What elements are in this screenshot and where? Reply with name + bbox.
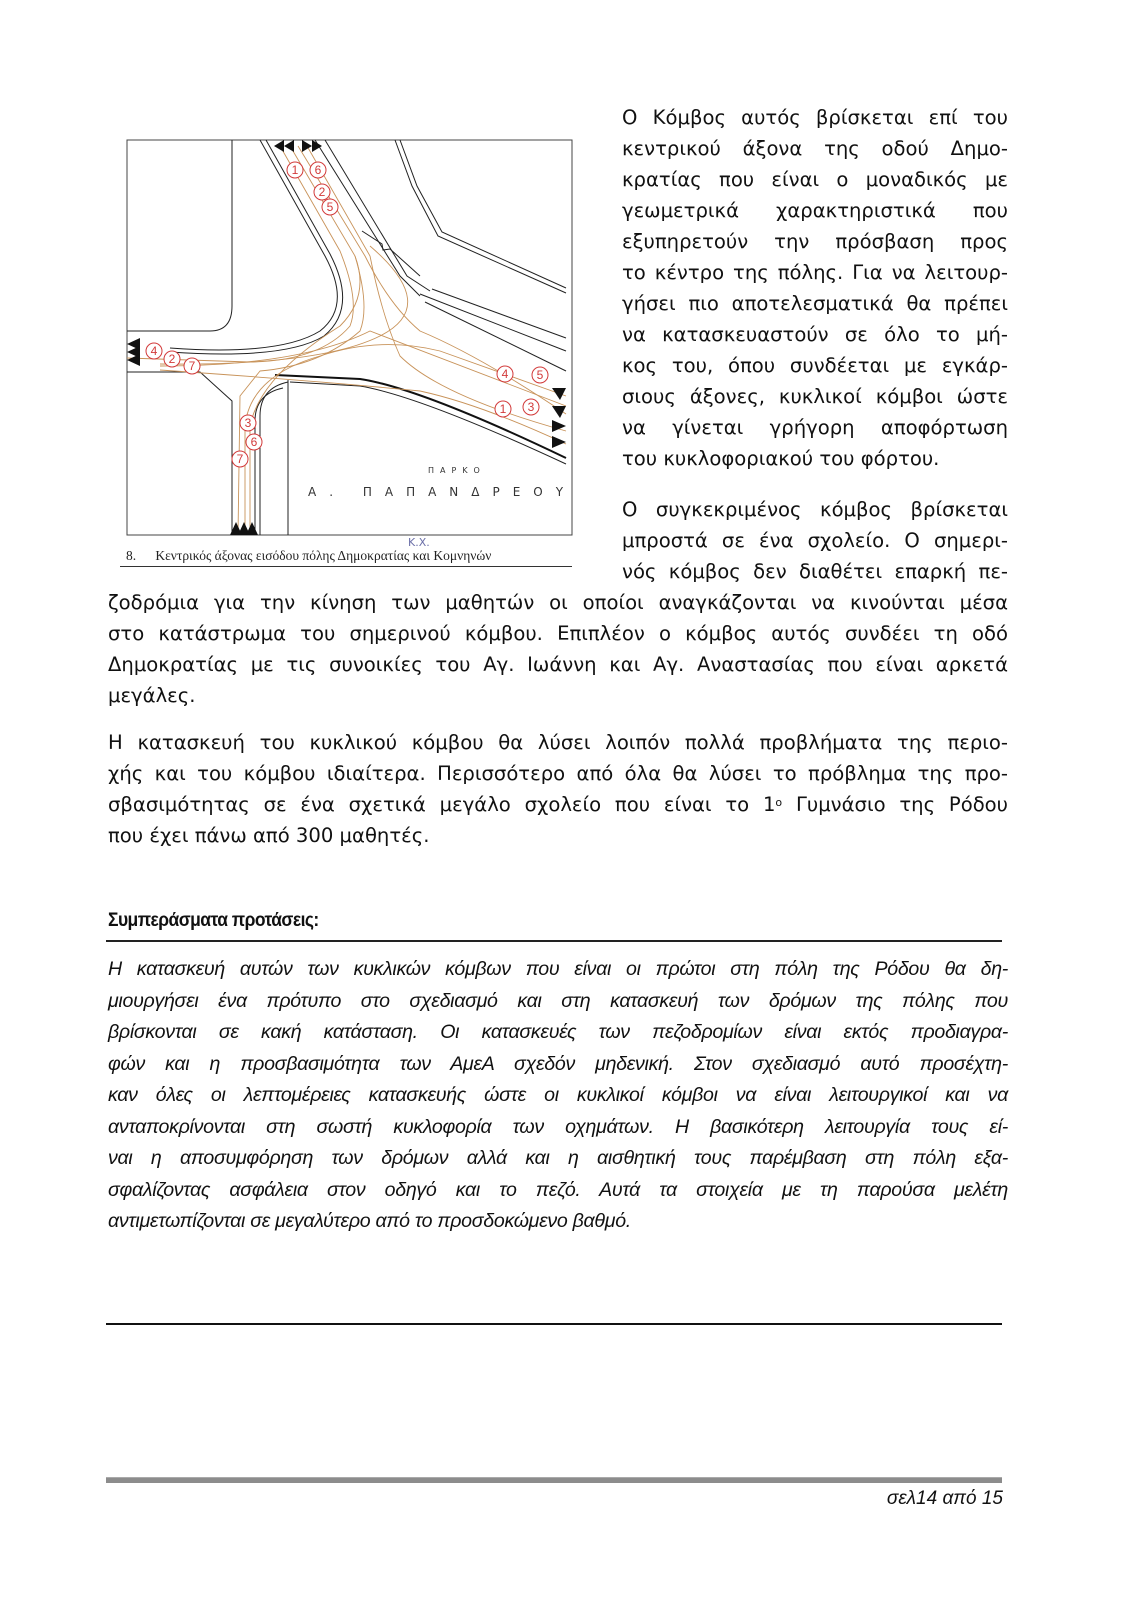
park-label-name: Α. ΠΑΠΑΝΔΡΕΟΥ (308, 485, 577, 499)
ordinal-superscript: ο (775, 796, 783, 809)
text-line: φών και η προσβασιμότητα των ΑμεΑ σχεδόν μηδενική. Στον σχεδιασμό αυτό προσέχτη- (108, 1052, 1008, 1075)
text-line: νός κόμβος δεν διαθέτει επαρκή πε- (622, 560, 1008, 583)
marker-north-1 (287, 162, 303, 178)
marker-west-4 (146, 343, 162, 359)
text-line: Η κατασκευή αυτών των κυκλικών κόμβων που είναι οι πρώτοι στη πόλη της Ρόδου θα δη- (108, 958, 1008, 980)
svg-text:5: 5 (536, 368, 544, 382)
marker-north-5 (322, 199, 338, 215)
text-line: εξυπηρετούν την πρόσβαση προς (622, 230, 1008, 253)
section-heading-conclusions: Συμπεράσματα προτάσεις: (108, 910, 319, 931)
text-line: γήσει πιο αποτελεσματικά θα πρέπει (622, 292, 1008, 315)
text-line: ζοδρόμια για την κίνηση των μαθητών οι οποίοι αναγκάζονται να κινούνται μέσα (108, 591, 1008, 614)
marker-north-2 (314, 184, 330, 200)
svg-text:1: 1 (291, 163, 299, 177)
svg-text:3: 3 (527, 400, 535, 414)
svg-text:6: 6 (250, 435, 258, 449)
text-line: κρατίας που είναι ο μοναδικός με (622, 168, 1008, 191)
text-line: ανταποκρίνονται στη σωστή κυκλοφορία των οχημάτων. Η βασικότερη λειτουργία τους εί- (108, 1115, 1008, 1138)
section-end-rule (106, 1323, 1002, 1325)
text-line: γεωμετρικά χαρακτηριστικά που (622, 199, 1008, 222)
intersection-diagram (120, 126, 580, 576)
text-line: σφαλίζοντας ασφάλεια στον οδηγό και το πεζό. Αυτά τα στοιχεία με τη παρούσα μελέτη (108, 1178, 1008, 1201)
text-line: αντιμετωπίζονται σε μεγαλύτερο από το προσδοκώμενο βαθμό. (108, 1210, 631, 1232)
svg-text:2: 2 (318, 185, 326, 199)
marker-south-6 (246, 434, 262, 450)
text-line: κος του, όπου συνδέεται με εγκάρ- (622, 354, 1008, 377)
conclusions-paragraph (108, 954, 1008, 1238)
svg-text:1: 1 (499, 402, 507, 416)
marker-east-4 (497, 366, 513, 382)
caption-underline (120, 566, 572, 567)
text-line: σβασιμότητας σε ένα σχετικά μεγάλο σχολείο που είναι το $1^o$ Γυμνάσιο της Ρόδου (108, 793, 1009, 816)
text-line: να γίνεται γρήγορη αποφόρτωση (622, 416, 1008, 439)
text-line: βρίσκονται σε κακή κατάσταση. Οι κατασκευές των πεζοδρομίων είναι εκτός προδιαγρα- (108, 1021, 1008, 1043)
paragraph-2-wide (108, 587, 1008, 711)
text-line: να κατασκευαστούν σε όλο το μή- (622, 323, 1008, 346)
text-line: χής και του κόμβου ιδιαίτερα. Περισσότερο από όλα θα λύσει το πρόβλημα της προ- (108, 762, 1008, 785)
marker-south-7 (232, 451, 248, 467)
road-plan-drawing (120, 126, 580, 576)
svg-text:7: 7 (188, 359, 196, 373)
text-line: μιουργήσει ένα πρότυπο στο σχεδιασμό και στη κατασκευή των δρόμων της πόλης που (108, 989, 1008, 1012)
text-line: καν όλες οι λεπτομέρειες κατασκευής ώστε οι κυκλικοί κόμβοι να είναι λειτουργικοί και να (108, 1084, 1008, 1106)
heading-underline (106, 940, 1002, 942)
text-line: μεγάλες. (108, 684, 196, 707)
svg-text:7: 7 (236, 452, 244, 466)
text-line: το κέντρο της πόλης. Για να λειτουρ- (622, 261, 1008, 284)
marker-east-1 (495, 401, 511, 417)
footer-rule (106, 1477, 1002, 1483)
kx-label: Κ.Χ. (408, 536, 430, 549)
marker-west-2 (164, 351, 180, 367)
svg-text:2: 2 (168, 352, 176, 366)
text-line: του κυκλοφοριακού του φόρτου. (622, 447, 940, 470)
marker-south-3 (240, 415, 256, 431)
svg-text:6: 6 (314, 163, 322, 177)
svg-text:3: 3 (244, 416, 252, 430)
paragraph-2-narrow (622, 494, 1008, 587)
paragraph-1 (622, 102, 1008, 474)
marker-east-3 (523, 399, 539, 415)
text-line: που έχει πάνω από 300 μαθητές. (108, 824, 430, 847)
paragraph-3 (108, 727, 1008, 851)
text-line: στο κατάστρωμα του σημερινού κόμβου. Επιπλέον ο κόμβος αυτός συνδέει τη οδό (108, 622, 1008, 645)
text-line: μπροστά σε ένα σχολείο. Ο σημερι- (622, 529, 1008, 552)
svg-text:4: 4 (501, 367, 509, 381)
park-label-small: ΠΑΡΚΟ (428, 466, 486, 475)
marker-east-5 (532, 367, 548, 383)
marker-west-7 (184, 358, 200, 374)
text-line: Ο συγκεκριμένος κόμβος βρίσκεται (622, 498, 1008, 521)
text-line: σιους άξονες, κυκλικοί κόμβοι ώστε (622, 385, 1008, 408)
svg-text:4: 4 (150, 344, 158, 358)
svg-text:5: 5 (326, 200, 334, 214)
caption-number: 8. (126, 548, 137, 563)
text-line: Δημοκρατίας με τις συνοικίες του Αγ. Ιωάννη και Αγ. Αναστασίας που είναι αρκετά (108, 653, 1008, 676)
text-line: Ο Κόμβος αυτός βρίσκεται επί του (622, 106, 1008, 129)
page-number: σελ14 από 15 (886, 1488, 1003, 1509)
text-line: κεντρικού άξονα της οδού Δημο- (622, 137, 1008, 160)
figure-caption (126, 548, 570, 564)
text-line: Η κατασκευή του κυκλικού κόμβου θα λύσει λοιπόν πολλά προβλήματα της περιο- (108, 731, 1008, 754)
marker-north-6 (310, 162, 326, 178)
caption-text: Κεντρικός άξονας εισόδου πόλης Δημοκρατίας και Κομνηνών (155, 548, 492, 563)
text-line: ναι η αποσυμφόρηση των δρόμων αλλά και η αισθητική τους παρέμβαση στη πόλη εξα- (108, 1147, 1008, 1169)
